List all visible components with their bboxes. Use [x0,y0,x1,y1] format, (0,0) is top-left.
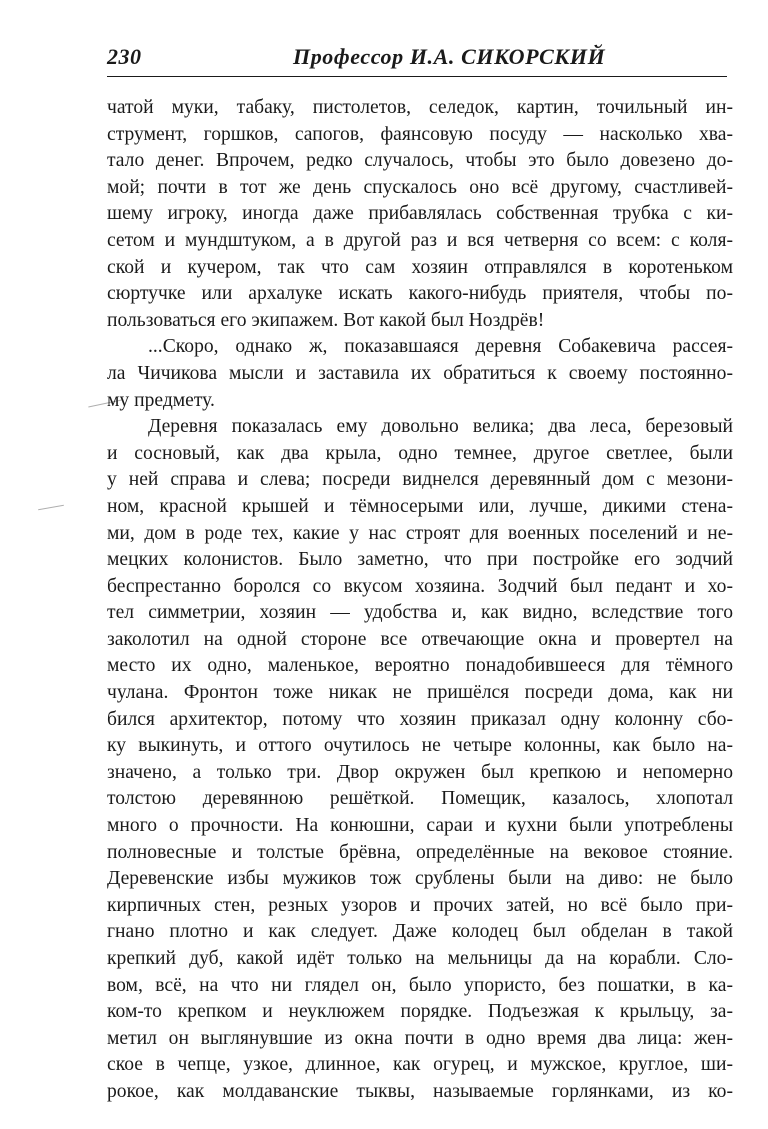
text-line: Деревня показалась ему довольно велика; два леса, березовый [148,416,733,438]
text-line: чатой муки, табаку, пистолетов, селедок, картин, точильный ин- [107,97,733,118]
text-line: ...Скоро, однако ж, показавшаяся деревня Собакевича рассея- [148,336,733,358]
text-line: значено, а только три. Двор окружен был крепкою и непомерно [107,761,733,783]
text-line: толстою деревянною решёткой. Помещик, казалось, хлопотал [107,788,733,810]
text-line: шему игроку, иногда даже прибавлялась собственная трубка с ки- [107,203,733,225]
text-line: сетом и мундштуком, а в другой раз и вся четверня со всем: с коля- [107,229,733,251]
text-line: и сосновый, как два крыла, одно темнее, другое светлее, были [107,442,733,464]
text-line: мецких колонистов. Было заметно, что при постройке его зодчий [107,549,733,571]
text-line: у ней справа и слева; посреди виднелся деревянный дом с мезони- [107,469,733,491]
text-line: Деревенские избы мужиков тож срублены были на диво: не было [107,868,733,890]
text-line: ми, дом в роде тех, какие у нас строят для военных поселений и не- [107,522,733,544]
text-line: ку выкинуть, и оттого очутилось не четыре колонны, как было на- [107,735,733,757]
text-line: вом, всё, на что ни глядел он, было упористо, без пошатки, в ка- [107,974,733,996]
text-line: му предмету. [107,389,215,411]
text-line: мой; почти в тот же день спускалось оно всё другому, счастливей- [107,176,733,198]
page-number: 230 [107,44,142,69]
margin-pencil-mark [38,505,64,510]
text-line: ном, красной крышей и тёмносерыми или, лучше, дикими стена- [107,495,733,517]
text-line: бился архитектор, потому что хозяин приказал одну колонну сбо- [107,708,733,730]
text-line: ком-то крепком и неуклюжем порядке. Подъезжая к крыльцу, за- [107,1001,733,1023]
text-line: рокое, как молдаванские тыквы, называемые горлянками, из ко- [107,1080,733,1102]
text-line: тало денег. Впрочем, редко случалось, чтобы это было довезено до- [107,150,733,172]
text-line: заколотил на одной стороне все отвечающие окна и провертел на [107,628,733,650]
text-line: полновесные и толстые брёвна, определённые на вековое стояние. [107,841,733,863]
header-rule [107,76,727,77]
text-line: тел симметрии, хозяин — удобства и, как видно, вследствие того [107,602,733,624]
text-line: крепкий дуб, какой идёт только на мельницы да на корабли. Сло- [107,948,733,969]
text-line: метил он выглянувшие из окна почти в одно время два лица: жен- [107,1027,733,1049]
text-line: ское в чепце, узкое, длинное, как огурец, и мужское, круглое, ши- [107,1054,733,1076]
text-line: чулана. Фронтон тоже никак не пришёлся посреди дома, как ни [107,682,733,704]
text-line: беспрестанно боролся со вкусом хозяина. Зодчий был педант и хо- [107,575,733,597]
text-line: много о прочности. На конюшни, сараи и кухни были употреблены [107,815,733,837]
text-line: пользоваться его экипажем. Вот какой был Ноздрёв! [107,309,545,331]
text-line: сюртучке или архалуке искать какого-нибудь приятеля, чтобы по- [107,283,733,305]
body-text [107,95,733,1106]
text-line: ла Чичикова мысли и заставила их обратиться к своему постоянно- [107,362,733,384]
text-line: гнано плотно и как следует. Даже колодец был обделан в такой [107,921,733,943]
running-title: Профессор И.А. СИКОРСКИЙ [293,44,606,69]
text-line: струмент, горшков, сапогов, фаянсовую посуду — насколько хва- [107,123,733,145]
text-line: место их одно, маленькое, вероятно понадобившееся для тёмного [107,655,733,677]
text-line: ской и кучером, так что сам хозяин отправлялся в коротеньком [107,256,733,278]
page-header [107,44,727,78]
text-line: кирпичных стен, резных узоров и прочих затей, но всё было при- [107,894,733,916]
